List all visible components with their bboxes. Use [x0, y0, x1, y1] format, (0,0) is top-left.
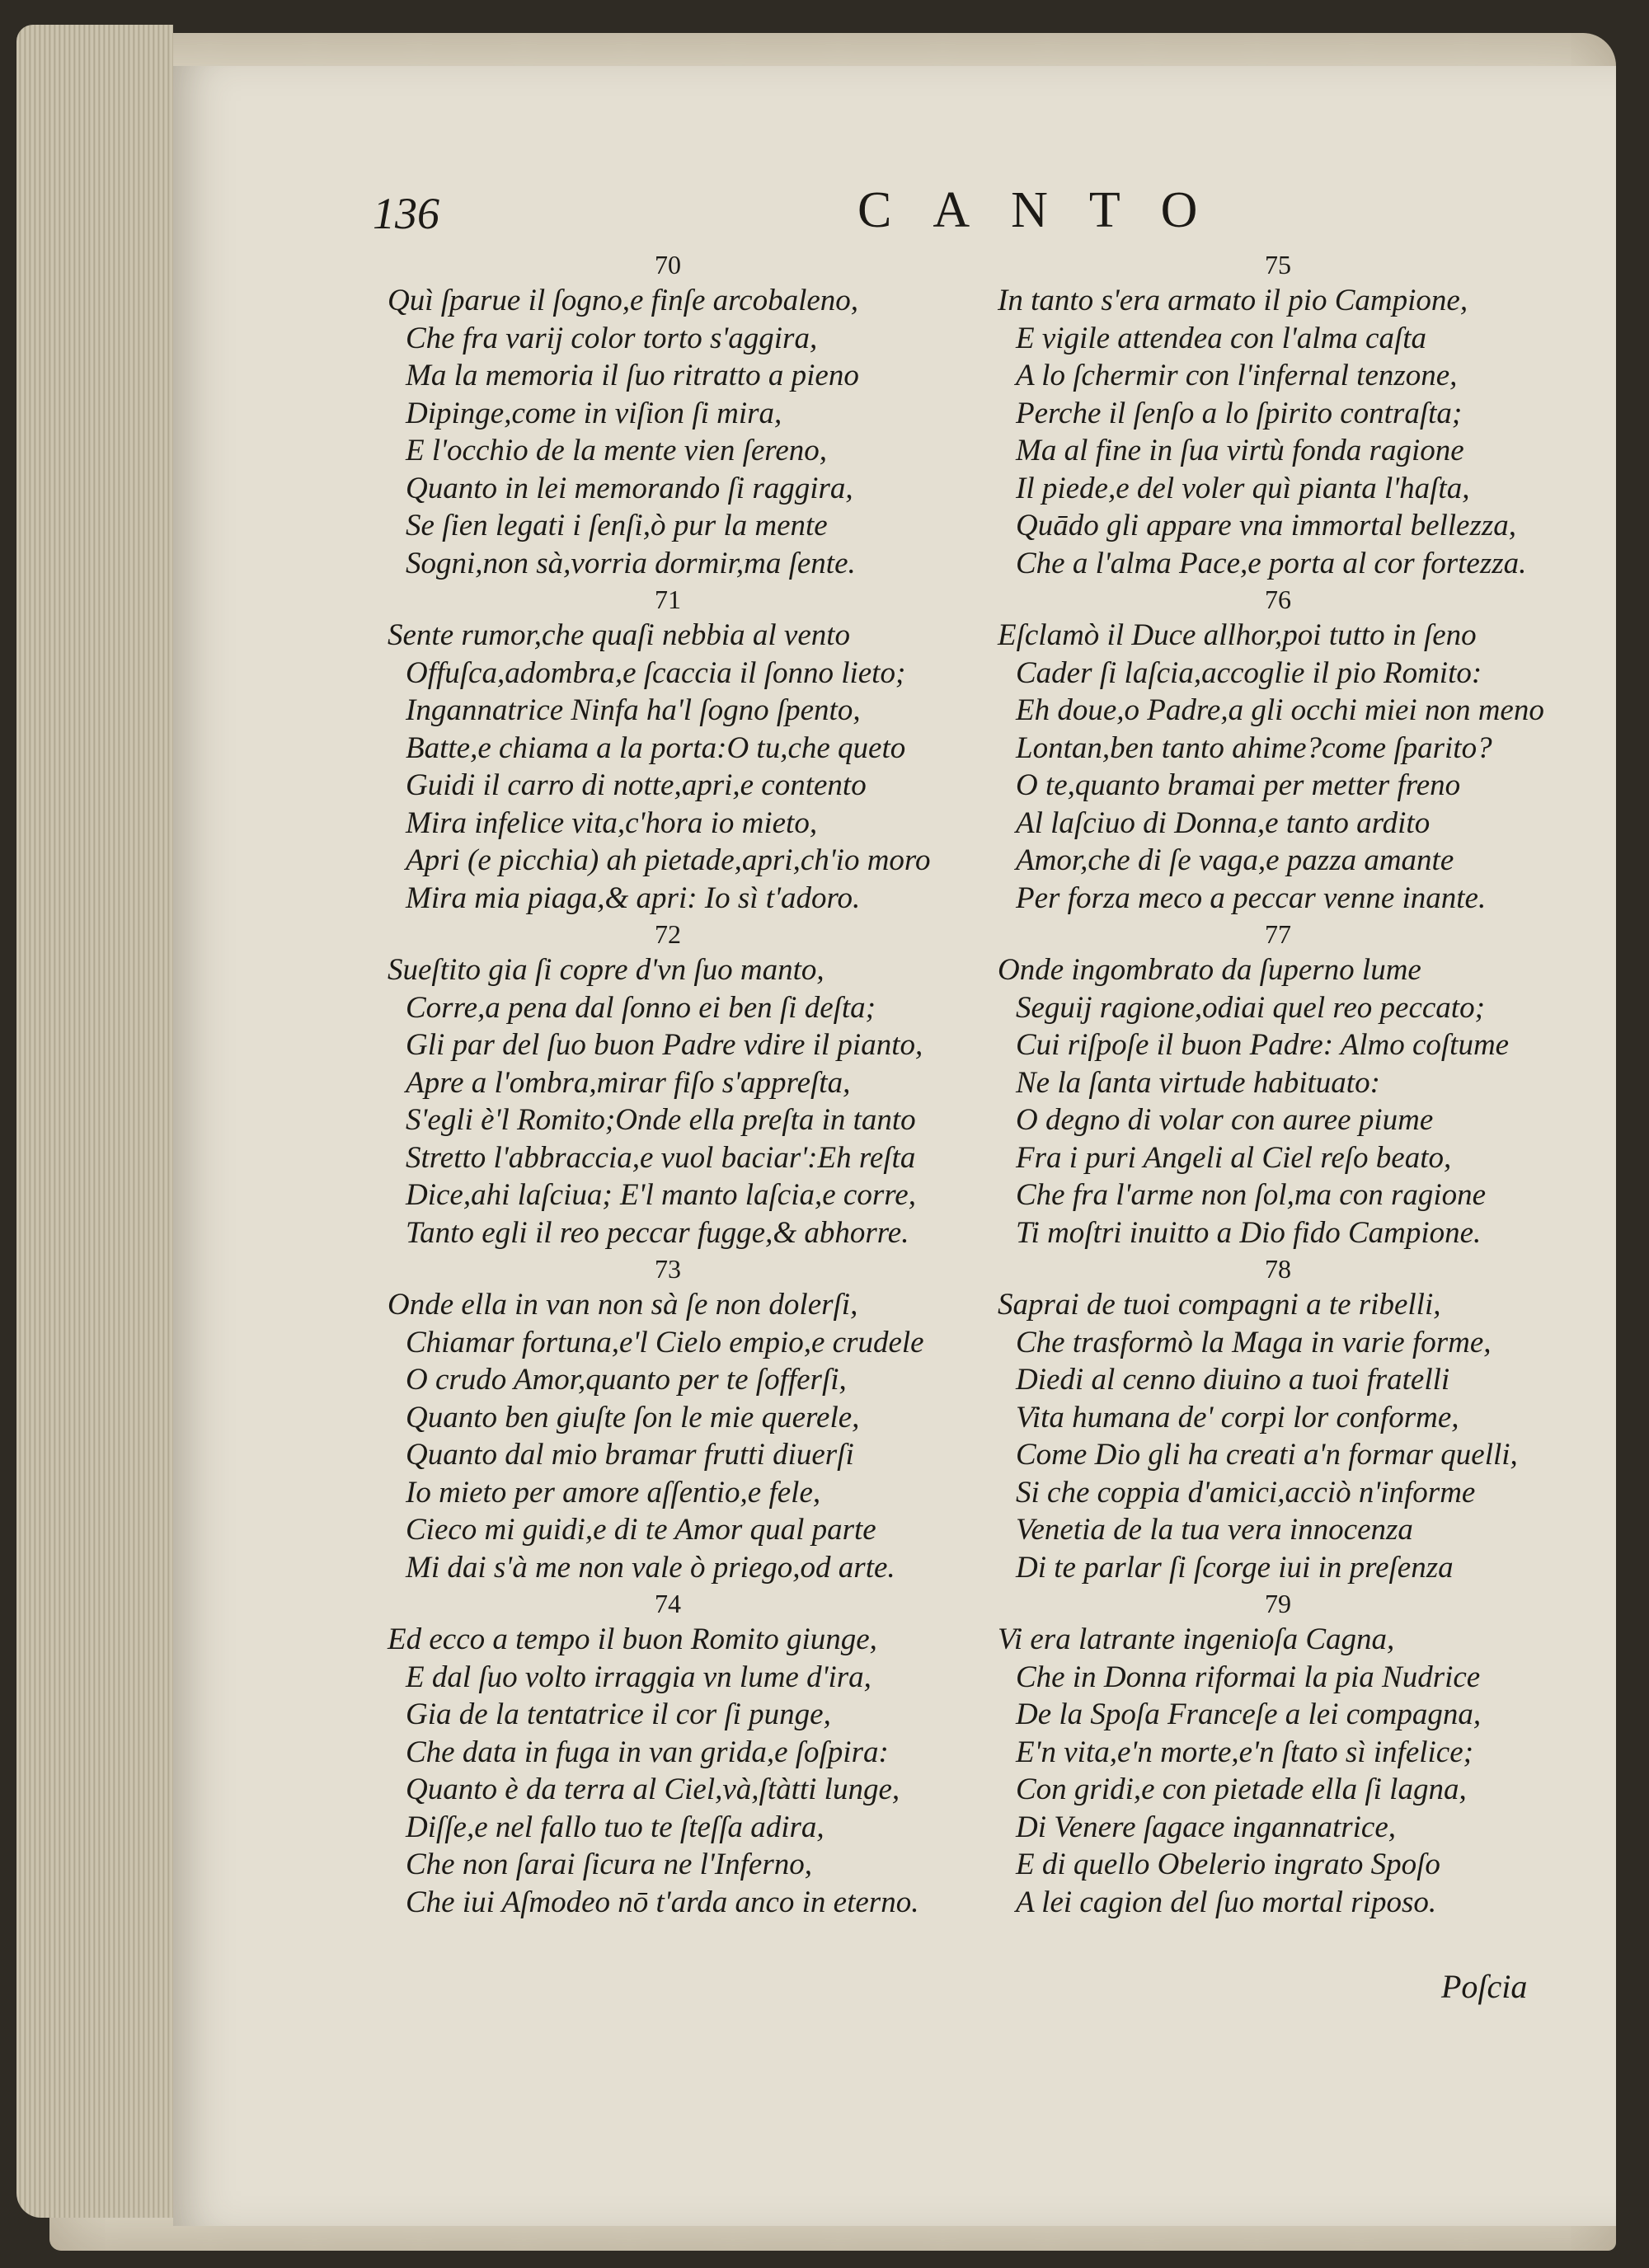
verse-line: Quanto è da terra al Ciel,và,ſtàtti lunge,	[406, 1773, 900, 1806]
verse-line: Che in Donna riformai la pia Nudrice	[1016, 1660, 1481, 1694]
verse-line: Dice,ahi laſciua; E'l manto laſcia,e corre,	[406, 1178, 916, 1212]
verse-line: Offuſca,adombra,e ſcaccia il ſonno lieto;	[406, 655, 906, 690]
verse-line: Che fra l'arme non ſol,ma con ragione	[1016, 1178, 1487, 1212]
verse-line: Sueſtito gia ſi copre d'vn ſuo manto,	[388, 953, 824, 987]
verse-line: Ingannatrice Ninfa ha'l ſogno ſpento,	[406, 693, 861, 727]
stanza-number: 73	[655, 1254, 681, 1284]
verse-line: Quādo gli appare vna immortal bellezza,	[1016, 509, 1517, 542]
verse-line: Stretto l'abbraccia,e vuol baciar':Eh reſta	[406, 1140, 916, 1175]
verse-line: Amor,che di ſe vaga,e pazza amante	[1016, 843, 1454, 877]
stanza-number: 77	[1265, 919, 1291, 949]
verse-line: Di te parlar ſi ſcorge iui in preſenza	[1016, 1550, 1454, 1585]
verse-line: Gia de la tentatrice il cor ſi punge,	[406, 1697, 831, 1731]
verse-line: Tanto egli il reo peccar fugge,& abhorre.	[406, 1215, 909, 1250]
left-column	[388, 247, 981, 1921]
verse-line: O te,quanto bramai per metter freno	[1016, 768, 1461, 802]
stanza-number: 71	[655, 585, 681, 614]
verse-line: Quanto ben giuſte ſon le mie querele,	[406, 1400, 860, 1435]
verse-line: Si che coppia d'amici,acciò n'informe	[1016, 1475, 1476, 1510]
running-title: CANTO	[857, 182, 1239, 238]
stanza	[388, 1251, 981, 1586]
verse-line: O crudo Amor,quanto per te ſofferſi,	[406, 1363, 847, 1397]
stanza-number: 72	[655, 919, 681, 949]
verse-line: A lei cagion del ſuo mortal riposo.	[1016, 1885, 1437, 1919]
verse-line: Dipinge,come in viſion ſi mira,	[406, 396, 782, 430]
verse-line: Perche il ſenſo a lo ſpirito contraſta;	[1016, 396, 1463, 430]
verse-line: Quanto in lei memorando ſi raggira,	[406, 471, 853, 505]
verse-line: Al laſciuo di Donna,e tanto ardito	[1016, 805, 1431, 840]
catchword: Poſcia	[1441, 1968, 1528, 2005]
verse-line: Eſclamò il Duce allhor,poi tutto in ſeno	[998, 618, 1477, 652]
page-edges	[16, 25, 173, 2218]
verse-line: Cieco mi guidi,e di te Amor qual parte	[406, 1513, 876, 1547]
verse-line: Ma al fine in ſua virtù fonda ragione	[1016, 434, 1464, 467]
verse-line: Cui riſpoſe il buon Padre: Almo coſtume	[1016, 1028, 1510, 1062]
verse-line: E di quello Obelerio ingrato Spoſo	[1016, 1848, 1440, 1881]
stanza	[998, 582, 1591, 917]
verse-line: Vita humana de' corpi lor conforme,	[1016, 1400, 1459, 1435]
verse-line: Ed ecco a tempo il buon Romito giunge,	[388, 1622, 877, 1656]
verse-line: Diedi al cenno diuino a tuoi fratelli	[1016, 1363, 1450, 1397]
verse-line: Che data in fuga in van grida,e ſoſpira:	[406, 1735, 889, 1769]
stanza-number: 79	[1265, 1589, 1291, 1618]
stanza	[388, 1586, 981, 1921]
verse-line: A lo ſchermir con l'infernal tenzone,	[1016, 359, 1458, 392]
stanza	[998, 917, 1591, 1251]
stanza-number: 75	[1265, 250, 1291, 279]
verse-line: Guidi il carro di notte,apri,e contento	[406, 768, 867, 802]
verse-line: Gli par del ſuo buon Padre vdire il pianto,	[406, 1028, 923, 1062]
verse-line: Lontan,ben tanto ahime?come ſparito?	[1016, 730, 1492, 765]
verse-line: Quanto dal mio bramar frutti diuerſi	[406, 1438, 854, 1472]
verse-line: Saprai de tuoi compagni a te ribelli,	[998, 1288, 1441, 1322]
verse-line: Di Venere ſagace ingannatrice,	[1016, 1810, 1397, 1844]
verse-line: Ti moſtri inuitto a Dio fido Campione.	[1016, 1215, 1482, 1250]
verse-line: Onde ingombrato da ſuperno lume	[998, 953, 1421, 987]
verse-line: E vigile attendea con l'alma caſta	[1016, 321, 1427, 355]
verse-line: Mi dai s'à me non vale ò priego,od arte.	[406, 1550, 895, 1585]
verse-line: Corre,a pena dal ſonno ei ben ſi deſta;	[406, 990, 876, 1025]
verse-line: Batte,e chiama a la porta:O tu,che queto	[406, 730, 906, 765]
verse-line: Eh doue,o Padre,a gli occhi miei non meno	[1016, 693, 1544, 727]
verse-line: S'egli è'l Romito;Onde ella preſta in tanto	[406, 1103, 916, 1137]
verse-line: Cader ſi laſcia,accoglie il pio Romito:	[1016, 655, 1482, 690]
stanza-number: 74	[655, 1589, 681, 1618]
stanza-number: 70	[655, 250, 681, 279]
stanza-number: 78	[1265, 1254, 1291, 1284]
verse-line: Sente rumor,che quaſi nebbia al vento	[388, 618, 851, 652]
verse-line: Ma la memoria il ſuo ritratto a pieno	[406, 359, 859, 392]
stanza	[998, 1586, 1591, 1921]
right-column	[998, 247, 1591, 1921]
verse-line: Fra i puri Angeli al Ciel reſo beato,	[1016, 1140, 1452, 1175]
verse-line: Seguij ragione,odiai quel reo peccato;	[1016, 990, 1485, 1025]
stanza	[388, 247, 981, 582]
page-number: 136	[373, 189, 439, 238]
stanza-number: 76	[1265, 585, 1291, 614]
verse-line: Che iui Aſmodeo nō t'arda anco in eterno.	[406, 1885, 919, 1919]
verse-line: Che fra varij color torto s'aggira,	[406, 321, 818, 355]
verse-line: Che trasformò la Maga in varie forme,	[1016, 1325, 1492, 1359]
stanza	[998, 247, 1591, 582]
verse-line: Sogni,non sà,vorria dormir,ma ſente.	[406, 546, 856, 580]
verse-line: Chiamar fortuna,e'l Cielo empio,e crudele	[406, 1325, 924, 1359]
verse-line: Che non ſarai ſicura ne l'Inferno,	[406, 1848, 812, 1881]
verse-line: Ne la ſanta virtude habituato:	[1016, 1065, 1380, 1100]
verse-line: Io mieto per amore aſſentio,e fele,	[406, 1475, 821, 1510]
verse-line: Il piede,e del voler quì pianta l'haſta,	[1016, 471, 1470, 505]
stanza	[998, 1251, 1591, 1586]
verse-line: Per forza meco a peccar venne inante.	[1016, 880, 1487, 915]
verse-line: Mira mia piaga,& apri: Io sì t'adoro.	[406, 880, 861, 915]
stanza	[388, 582, 981, 917]
verse-line: Venetia de la tua vera innocenza	[1016, 1513, 1413, 1547]
verse-line: Vi era latrante ingenioſa Cagna,	[998, 1622, 1395, 1656]
verse-line: De la Spoſa Franceſe a lei compagna,	[1016, 1697, 1482, 1731]
stanza	[388, 917, 981, 1251]
verse-line: Diſſe,e nel fallo tuo te ſteſſa adira,	[406, 1810, 824, 1844]
verse-line: Come Dio gli ha creati a'n formar quelli,	[1016, 1438, 1518, 1472]
verse-line: E dal ſuo volto irraggia vn lume d'ira,	[406, 1660, 871, 1694]
verse-line: In tanto s'era armato il pio Campione,	[998, 284, 1468, 317]
verse-line: E'n vita,e'n morte,e'n ſtato sì infelice;	[1016, 1735, 1473, 1769]
verse-line: Se ſien legati i ſenſi,ò pur la mente	[406, 509, 828, 542]
verse-line: O degno di volar con auree piume	[1016, 1103, 1434, 1137]
verse-line: Onde ella in van non sà ſe non dolerſi,	[388, 1288, 858, 1322]
verse-line: Apri (e picchia) ah pietade,apri,ch'io moro	[406, 843, 931, 877]
verse-line: E l'occhio de la mente vien ſereno,	[406, 434, 827, 467]
verse-line: Apre a l'ombra,mirar fiſo s'appreſta,	[406, 1065, 851, 1100]
verse-line: Con gridi,e con pietade ella ſi lagna,	[1016, 1773, 1467, 1806]
verse-line: Quì ſparue il ſogno,e finſe arcobaleno,	[388, 284, 859, 317]
verse-line: Mira infelice vita,c'hora io mieto,	[406, 805, 818, 840]
verse-line: Che a l'alma Pace,e porta al cor fortezza.	[1016, 546, 1527, 580]
